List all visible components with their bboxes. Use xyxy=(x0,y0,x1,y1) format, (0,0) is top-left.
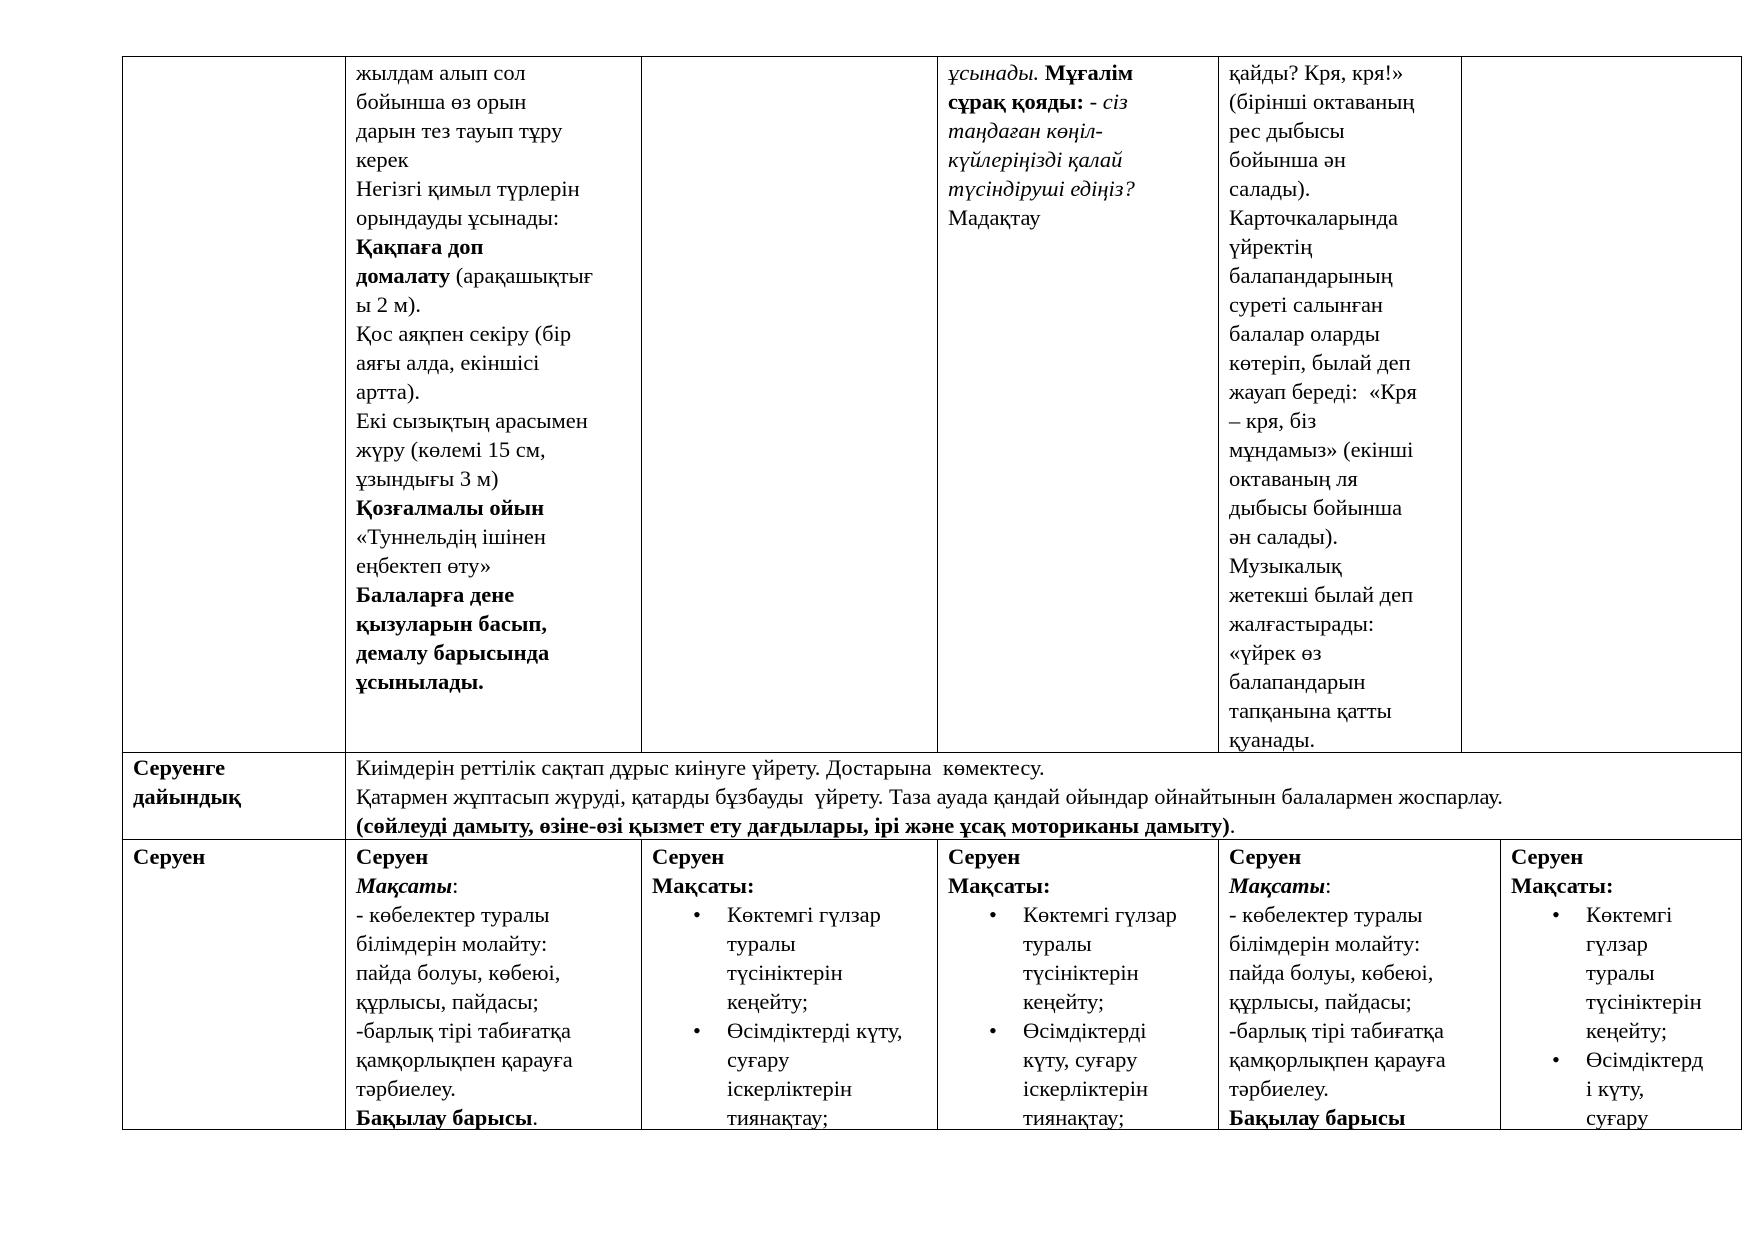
goal-list xyxy=(989,900,1177,1132)
row2-label-cell xyxy=(133,753,241,811)
text-line: Көктемгі xyxy=(1586,902,1673,927)
observation-label: Бақылау барысы xyxy=(1229,1105,1406,1130)
text-line: Карточкаларында xyxy=(1229,205,1399,230)
text-line: артта). xyxy=(356,379,420,404)
text-fragment: : xyxy=(1325,873,1332,898)
text-line: туралы xyxy=(1023,931,1092,956)
text-line: - көбелектер туралы xyxy=(356,902,550,927)
text-line: «Туннельдің ішінен xyxy=(356,524,546,549)
text-line xyxy=(356,638,593,667)
text-line: «үйрек өз xyxy=(1229,640,1322,665)
text-line: түсініктерін xyxy=(727,960,843,985)
text-line: тәрбиелеу. xyxy=(1229,1076,1329,1101)
text-line: Екі сызықтың арасымен xyxy=(356,408,588,433)
goal-label xyxy=(1229,873,1325,898)
walk-title: Серуен xyxy=(652,844,725,869)
text-line: -барлық тірі табиғатқа xyxy=(1229,1018,1444,1043)
text-line: гүлзар xyxy=(1586,931,1648,956)
text-line: Қос аяқпен секіру (бір xyxy=(356,321,572,346)
text-line: Көктемгі гүлзар xyxy=(727,902,881,927)
grid-line xyxy=(1741,56,1742,1130)
text-fragment: . xyxy=(532,1105,539,1130)
row2-content-cell xyxy=(356,753,1503,840)
grid-line xyxy=(1218,56,1219,752)
text-line: балапандарын xyxy=(1229,669,1366,694)
list-item xyxy=(989,1016,1177,1132)
bold-text: ( xyxy=(356,813,364,838)
text-line: балалар оларды xyxy=(1229,321,1380,346)
text-line: жылдам алып сол xyxy=(356,60,526,85)
text-line: орындауды ұсынады: xyxy=(356,205,560,230)
grid-line xyxy=(1500,839,1501,1129)
bullet-icon: • xyxy=(693,902,701,927)
text-line: Киімдерін реттілік сақтап дұрыс киінуге үйрету. Достарына көмектесу. xyxy=(356,755,1045,780)
text-line: туралы xyxy=(1586,960,1655,985)
bullet-icon: • xyxy=(693,1018,701,1043)
grid-line xyxy=(345,56,346,1130)
bullet-icon: • xyxy=(1552,1047,1560,1072)
row3-colD-cell xyxy=(1229,842,1446,1132)
text-line xyxy=(356,871,573,900)
text-line xyxy=(356,493,593,522)
row3-colA-cell xyxy=(356,842,573,1132)
text-line: суреті салынған xyxy=(1229,292,1383,317)
bold-text: Қақпаға доп xyxy=(356,234,484,259)
text-line xyxy=(356,232,593,261)
text-line xyxy=(948,116,1135,145)
row3-colE-cell xyxy=(1511,842,1703,1132)
text-line: рес дыбысы xyxy=(1229,118,1345,143)
text-line: көтеріп, былай деп xyxy=(1229,350,1411,375)
text-line xyxy=(948,58,1135,87)
grid-line xyxy=(122,56,123,1130)
text-line: ы 2 м). xyxy=(356,292,421,317)
walk-title: Серуен xyxy=(356,844,429,869)
bold-text: демалу барысында xyxy=(356,640,550,665)
goal-label: Мақсаты: xyxy=(652,873,755,898)
text-line: іскерліктерін xyxy=(727,1076,853,1101)
text-line xyxy=(356,580,593,609)
text-line: тәрбиелеу. xyxy=(356,1076,456,1101)
bold-text: қызуларын басып, xyxy=(356,611,547,636)
bold-text: Балаларға дене xyxy=(356,582,515,607)
text-line: еңбектеп өту» xyxy=(356,553,492,578)
text-line xyxy=(948,145,1135,174)
walk-title: Серуен xyxy=(1511,844,1584,869)
text-line: керек xyxy=(356,147,409,172)
walk-title: Серуен xyxy=(948,844,1021,869)
text-line: Серуен xyxy=(133,844,206,869)
text-line: түсініктерін xyxy=(1586,989,1702,1014)
text-line: жүру (көлемі 15 см, xyxy=(356,437,546,462)
text-line: үйректің xyxy=(1229,234,1313,259)
text-line xyxy=(1511,871,1703,900)
list-item xyxy=(693,1016,903,1132)
bold-text: сұрақ қояды: xyxy=(948,89,1084,114)
text-line: балапандарының xyxy=(1229,263,1393,288)
text-line xyxy=(1229,871,1446,900)
text-line: қайды? Кря, кря!» xyxy=(1229,60,1404,85)
text-line xyxy=(1511,842,1703,871)
text-line: іскерліктерін xyxy=(1023,1076,1149,1101)
text-line: күту, суғару xyxy=(1023,1047,1138,1072)
text-line: қамқорлықпен қарауға xyxy=(1229,1047,1446,1072)
text-line: кеңейту; xyxy=(1023,989,1105,1014)
text-line: қамқорлықпен қарауға xyxy=(356,1047,573,1072)
list-item xyxy=(693,900,903,1016)
text-line xyxy=(1229,842,1446,871)
grid-line xyxy=(1218,839,1219,1129)
bold-text: Мұғалім xyxy=(1044,60,1134,85)
list-item xyxy=(1552,1045,1704,1132)
text-line: жауап береді: «Кря xyxy=(1229,379,1417,404)
bold-text: Қозғалмалы ойын xyxy=(356,495,545,520)
text-line: Көктемгі гүлзар xyxy=(1023,902,1177,927)
italic-text: түсіндіруші едіңіз? xyxy=(948,176,1135,201)
text-line xyxy=(948,87,1135,116)
text-line xyxy=(652,871,903,900)
text-line: кеңейту; xyxy=(1586,1018,1668,1043)
goal-list xyxy=(693,900,903,1132)
text-line xyxy=(356,261,593,290)
text-line: Қатармен жұптасып жүруді, қатарды бұзбауды үйрету. Таза ауада қандай ойындар ойнайтынын балалармен жоспарлау. xyxy=(356,784,1503,809)
italic-text: таңдаған көңіл- xyxy=(948,118,1103,143)
text-line: білімдерін молайту: xyxy=(356,931,548,956)
grid-line xyxy=(1461,56,1462,752)
row1-col2-cell xyxy=(356,58,593,696)
text-line: пайда болуы, көбеюі, xyxy=(356,960,561,985)
grid-line xyxy=(122,56,1742,57)
row3-label-cell xyxy=(133,842,205,871)
row3-colB-cell xyxy=(652,842,903,1132)
goal-label: Мақсаты: xyxy=(1511,873,1614,898)
text-line: ұзындығы 3 м) xyxy=(356,466,499,491)
row1-col4-cell xyxy=(948,58,1135,232)
text-line: тапқанына қатты xyxy=(1229,698,1392,723)
goal-label xyxy=(356,873,452,898)
text-fragment: . xyxy=(1229,813,1236,838)
text-line xyxy=(356,667,593,696)
text-line: – кря, біз xyxy=(1229,408,1317,433)
text-line: бойынша өз орын xyxy=(356,89,527,114)
list-item xyxy=(989,900,1177,1016)
italic-text: сіз xyxy=(1102,89,1128,114)
text-line xyxy=(356,1103,573,1132)
text-line: дыбысы бойынша xyxy=(1229,495,1403,520)
italic-text: ұсынады. xyxy=(948,60,1040,85)
text-line xyxy=(356,842,573,871)
bold-text: домалату xyxy=(356,263,451,288)
text-line: і күту, xyxy=(1586,1076,1645,1101)
bullet-icon: • xyxy=(989,1018,997,1043)
text-line: құрлысы, пайдасы; xyxy=(356,989,539,1014)
text-line: октаваның ля xyxy=(1229,466,1358,491)
text-line: -барлық тірі табиғатқа xyxy=(356,1018,571,1043)
text-line xyxy=(652,842,903,871)
grid-line xyxy=(937,839,938,1129)
text-line xyxy=(948,842,1177,871)
text-line xyxy=(948,174,1135,203)
text-fragment: : xyxy=(452,873,459,898)
text-fragment: (арақашықтығ xyxy=(450,263,593,288)
text-line: кеңейту; xyxy=(727,989,809,1014)
observation-label: Бақылау барысы xyxy=(356,1105,533,1130)
text-line: Музыкалық xyxy=(1229,553,1342,578)
text-line: дайындық xyxy=(133,784,242,809)
bullet-icon: • xyxy=(989,902,997,927)
text-line: Мадақтау xyxy=(948,205,1041,230)
text-line: пайда болуы, көбеюі, xyxy=(1229,960,1434,985)
row1-col5-cell xyxy=(1229,58,1417,754)
text-line: қуанады. xyxy=(1229,727,1316,752)
italic-text: Мақсаты xyxy=(356,873,453,898)
text-line: суғару xyxy=(1586,1105,1649,1130)
text-fragment: - xyxy=(1084,89,1103,114)
walk-title: Серуен xyxy=(1229,844,1302,869)
text-line: жетекші былай деп xyxy=(1229,582,1414,607)
text-line: түсініктерін xyxy=(1023,960,1139,985)
text-line: аяғы алда, екіншісі xyxy=(356,350,540,375)
text-line: дарын тез тауып тұру xyxy=(356,118,563,143)
text-line: Өсімдіктерді xyxy=(1023,1018,1147,1043)
grid-line xyxy=(641,839,642,1129)
goal-label: Мақсаты: xyxy=(948,873,1051,898)
bold-text: ұсынылады. xyxy=(356,669,484,694)
text-line: білімдерін молайту: xyxy=(1229,931,1421,956)
text-line xyxy=(1229,1103,1446,1132)
text-line: тиянақтау; xyxy=(727,1105,829,1130)
bullet-icon: • xyxy=(1552,902,1560,927)
text-line: - көбелектер туралы xyxy=(1229,902,1423,927)
text-line: бойынша ән xyxy=(1229,147,1346,172)
italic-text: күйлеріңізді қалай xyxy=(948,147,1123,172)
bold-text: сөйлеуді дамыту, өзіне-өзі қызмет ету дағдылары, ірі және ұсақ моториканы дамыту) xyxy=(363,813,1230,838)
text-line: Өсімдіктерді күту, xyxy=(727,1018,903,1043)
italic-text: Мақсаты xyxy=(1229,873,1326,898)
text-line: Негізгі қимыл түрлерін xyxy=(356,176,580,201)
list-item xyxy=(1552,900,1703,1045)
text-line: ән салады). xyxy=(1229,524,1338,549)
text-line: салады). xyxy=(1229,176,1311,201)
text-line: мұндамыз» (екінші xyxy=(1229,437,1414,462)
text-line: құрлысы, пайдасы; xyxy=(1229,989,1412,1014)
grid-line xyxy=(937,56,938,752)
text-line: жалғастырады: xyxy=(1229,611,1375,636)
text-line: (бірінші октаваның xyxy=(1229,89,1415,114)
grid-line xyxy=(641,56,642,752)
text-line: Өсімдіктерд xyxy=(1586,1047,1704,1072)
text-line xyxy=(356,609,593,638)
text-line: Серуенге xyxy=(133,755,226,780)
text-line xyxy=(948,871,1177,900)
text-line: тиянақтау; xyxy=(1023,1105,1125,1130)
text-line: туралы xyxy=(727,931,796,956)
goal-list xyxy=(1552,900,1704,1132)
text-line: суғару xyxy=(727,1047,790,1072)
text-line xyxy=(356,811,1503,840)
row3-colC-cell xyxy=(948,842,1177,1132)
